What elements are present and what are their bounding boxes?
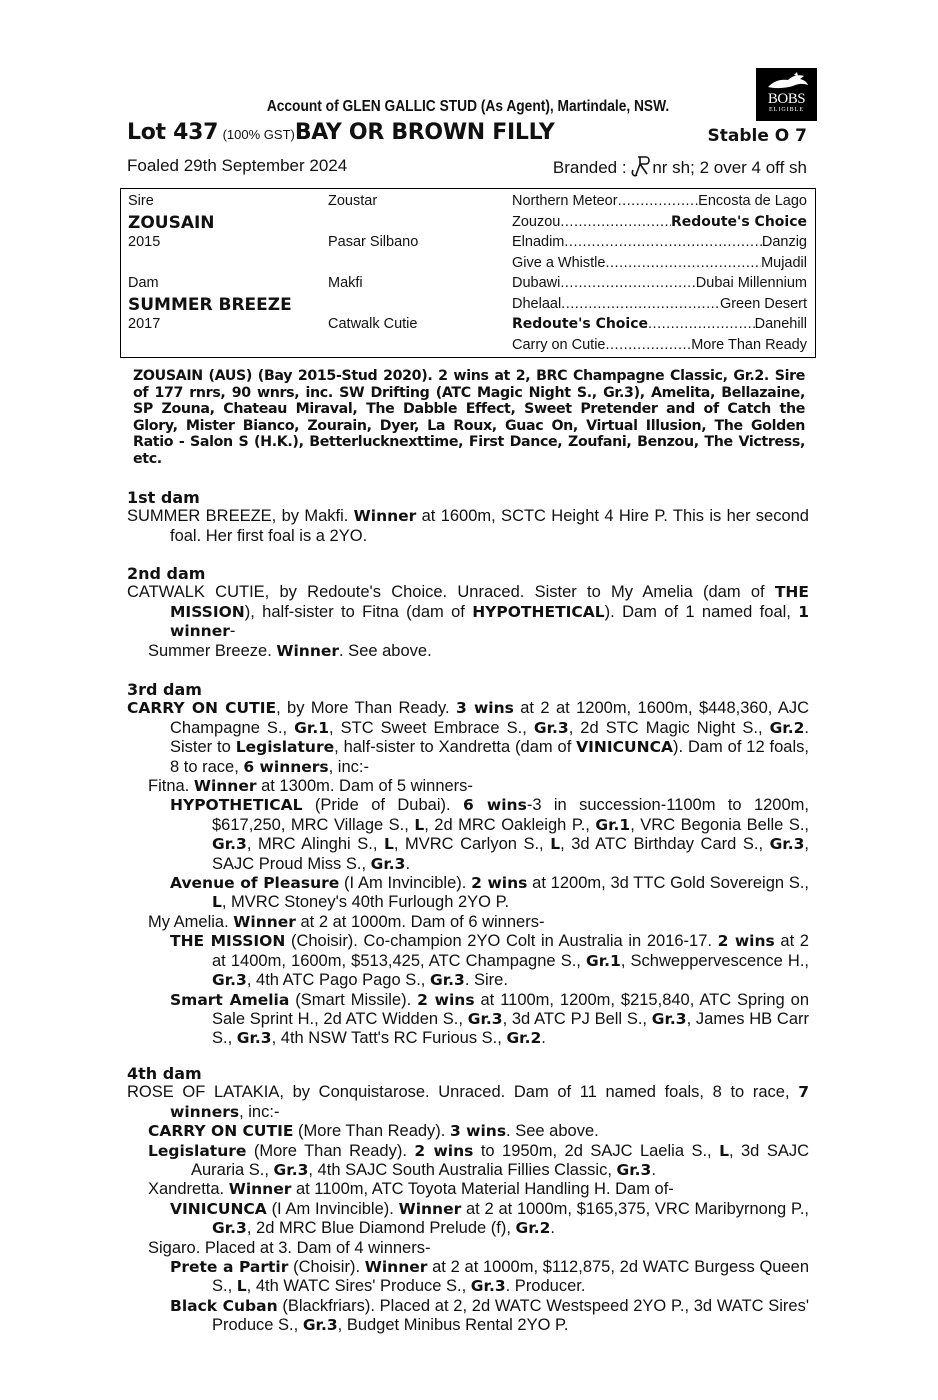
leader-dots [560,275,695,291]
text: My Amelia. [148,912,234,931]
bold-text: Winner [233,912,296,931]
text: . Producer. [505,1277,586,1296]
bold-text: 2 wins [717,932,775,951]
bold-text: 1 winner [170,602,810,641]
text: - [229,622,236,641]
bold-text: L [719,1141,729,1160]
pedigree-col2: Catwalk Cutie [328,316,418,332]
bold-text: Gr.3 [616,1161,652,1180]
bold-text: Gr.3 [302,1316,338,1335]
text: (I Am Invincible). [339,874,472,893]
pedigree-row [121,193,815,214]
text: , 2d MRC Blue Diamond Prelude (f), [246,1219,516,1238]
pedigree-row [121,255,815,276]
text: Sigaro. Placed at 3. Dam of 4 winners- [148,1238,431,1257]
leader-dots [561,296,720,312]
bold-text: L [414,815,425,834]
gst-note: (100% GST) [222,127,295,142]
text: . See above. [339,641,432,660]
bold-text: THE MISSION [170,583,809,621]
stable-location: Stable O 7 [707,126,807,146]
text: , by More Than Ready. [276,699,456,718]
lot-number: Lot 437 [127,120,219,145]
text: (Smart Missile). [289,990,418,1009]
bold-text: Legislature [148,1141,247,1160]
pedigree-row [121,337,815,358]
bold-text: Winner [398,1199,462,1218]
family-entry [127,991,809,1049]
bold-text: Gr.3 [212,1219,247,1238]
bold-text: Legislature [235,738,335,757]
text: at 2 at 1000m, $112,875, 2d WATC Burgess Queen S., [212,1258,809,1296]
logo-text: BOBS [767,91,806,107]
text: (Pride of Dubai). [302,796,463,815]
bold-text: THE MISSION [170,932,286,951]
bold-text: Gr.1 [294,718,329,737]
dam-section [127,564,809,661]
pedigree-col1: Dam [128,275,159,291]
granddam-sire: Redoute's Choice [512,316,649,332]
text: at 1100m, 1200m, $215,840, ATC Spring on Sale Sprint H., 2d ATC Widden S., [212,990,810,1028]
text: , 4th WATC Sires' Produce S., [246,1277,471,1296]
grand-sire: Redoute's Choice [670,213,807,230]
text: , 4th NSW Tatt's RC Furious S., [271,1029,507,1048]
bold-text: Gr.1 [595,815,631,834]
pedigree-grandparents [512,234,807,250]
text: . [550,1219,555,1238]
text: . [651,1161,656,1180]
bold-text: Winner [193,777,257,796]
text: . [541,1029,546,1048]
pedigree-col2: Zoustar [328,193,378,209]
foaled-date: Foaled 29th September 2024 [127,156,348,175]
bold-text: Gr.2 [769,718,805,737]
granddam-sire: Give a Whistle [512,254,606,271]
granddam-sire: Carry on Cutie [512,336,606,353]
family-entry [127,699,809,777]
vendor-account: Account of GLEN GALLIC STUD (As Agent), Martindale, NSW. [266,98,670,115]
granddam-sire: Dhelaal [512,295,562,312]
pedigree-grandparents [512,193,807,209]
bold-text: 2 wins [417,990,475,1009]
bold-text: 3 wins [455,699,514,718]
granddam-sire: Northern Meteor [512,193,618,209]
logo-subtext: ELIGIBLE [769,107,804,113]
granddam-sire: Zouzou [512,213,561,230]
family-entry [127,1142,809,1181]
pedigree-grandparents [512,275,807,291]
text: ). Dam of 12 foals, 8 to race, [170,738,809,776]
pedigree-row [121,234,815,255]
bold-text: Winner [276,641,340,660]
bold-text: HYPOTHETICAL [472,602,605,621]
leader-dots [564,234,761,250]
bold-text: Avenue of Pleasure [170,874,340,893]
branded-text: nr sh; 2 over 4 off sh [652,158,807,177]
family-entry [127,1180,809,1199]
text: at 1100m, ATC Toyota Material Handling H. Dam of- [291,1180,674,1199]
family-entry [127,642,809,661]
text: (More Than Ready). [246,1141,415,1160]
pedigree-col1: SUMMER BREEZE [128,294,292,315]
family-entry [127,796,809,874]
bold-text: 2 wins [414,1141,474,1160]
text: Xandretta. [148,1180,229,1199]
section-heading: 1st dam [127,488,200,507]
leader-dots [618,193,699,209]
pedigree-row [121,214,815,235]
text: at 2 at 1200m, 1600m, $448,360, AJC Champagne S., [170,699,810,737]
text: , SAJC Proud Miss S., [212,835,809,873]
text: , 4th SAJC South Australia Fillies Classic, [308,1161,617,1180]
bold-text: Gr.3 [470,1277,506,1296]
pedigree-row [121,316,815,337]
text: (More Than Ready). [293,1122,450,1141]
text: (I Am Invincible). [266,1199,399,1218]
grand-sire: Dubai Millennium [695,275,807,291]
family-entry [127,507,809,546]
bold-text: Gr.3 [273,1161,309,1180]
grand-sire: Encosta de Lago [698,193,807,209]
dam-section [127,488,809,546]
text: , STC Sweet Embrace S., [329,718,534,737]
family-entry [127,874,809,913]
text: at 1600m, SCTC Height 4 Hire P. This is her second foal. Her first foal is a 2YO. [170,507,809,545]
bold-text: 2 wins [471,874,528,893]
text: , MRC Alinghi S., [246,835,384,854]
bold-text: Gr.3 [651,1009,687,1028]
pedigree-grandparents [512,296,807,312]
pedigree-col1: 2015 [128,234,161,250]
text: at 2 at 1400m, 1600m, $513,425, ATC Champagne S., [212,932,809,970]
text: at 1300m. Dam of 5 winners- [256,777,473,796]
text: CATWALK CUTIE, by Redoute's Choice. Unraced. Sister to My Amelia (dam of [127,583,775,602]
branded-label: Branded : [552,158,627,177]
family-entry [127,777,809,796]
bold-text: Winner [364,1258,428,1277]
text: ). Dam of 1 named foal, [604,602,799,621]
bold-text: Gr.3 [212,971,247,990]
granddam-sire: Elnadim [512,234,565,250]
leader-dots [648,316,755,332]
bold-text: Gr.3 [769,835,805,854]
bold-text: 6 winners [243,757,329,776]
bold-text: Gr.3 [212,835,247,854]
family-entry [127,1297,809,1336]
pedigree-row [121,275,815,296]
bold-text: L [550,835,561,854]
bold-text: Gr.2 [506,1029,542,1048]
bold-text: VINICUNCA [170,1199,267,1218]
text: , 3d ATC PJ Bell S., [502,1009,652,1028]
dam-section [127,1064,809,1336]
text: , VRC Begonia Belle S., [630,815,809,834]
family-entry [127,1239,809,1258]
text: . Sister to [170,718,809,757]
bold-text: Smart Amelia [170,990,290,1009]
text: (Choisir). Co-champion 2YO Colt in Australia in 2016-17. [285,932,718,951]
horse-description: BAY OR BROWN FILLY [294,120,555,145]
bold-text: Gr.1 [586,951,621,970]
pedigree-table [120,188,816,358]
bold-text: Gr.3 [467,1009,503,1028]
leader-dots [605,255,761,271]
text: , inc:- [328,757,369,776]
bold-text: Black Cuban [170,1296,278,1315]
bold-text: Gr.3 [429,971,465,990]
grand-sire: Mujadil [761,254,807,271]
text: to 1950m, 2d SAJC Laelia S., [473,1141,720,1160]
pedigree-col1: Sire [128,193,154,209]
bold-text: L [236,1277,247,1296]
text: ), half-sister to Fitna (dam of [244,602,473,621]
sire-summary: ZOUSAIN (AUS) (Bay 2015-Stud 2020). 2 wins at 2, BRC Champagne Classic, Gr.2. Sire of 177 rnrs, 90 wnrs, inc. SW Drifting (ATC Magic Night S., Gr.3), Amelita, Bellazaine, SP Zouna, Chateau Miraval, The Dabble Effect, Sweet Pretender and of Catch the Glory, Mister Bianco, Zourain, Dyer, La Roux, Guac On, Virtual Illusion, The Golden Ratio - Salon S (H.K.), Betterlucknexttime, First Dance, Zoufani, Benzou, The Victress, etc. [133,368,805,467]
text: , MVRC Stoney's 40th Furlough 2YO P. [221,893,510,912]
pedigree-grandparents [512,255,807,271]
bold-text: Winner [228,1180,292,1199]
section-heading: 4th dam [127,1064,202,1083]
family-entry [127,1122,809,1141]
text: at 2 at 1000m. Dam of 6 winners- [295,912,545,931]
foaling-info [127,156,807,176]
lot-header [127,120,807,150]
text: Fitna. [148,777,194,796]
text: -3 in succession-1100m to 1200m, $617,250, MRC Village S., [212,796,809,834]
family-entry [127,932,809,990]
text: . [405,854,411,873]
family-entry [127,913,809,932]
bold-text: L [383,835,394,854]
text: , 3d ATC Birthday Card S., [560,835,770,854]
text: , Budget Minibus Rental 2YO P. [337,1316,569,1335]
bold-text: 6 wins [462,796,527,815]
bold-text: Gr.2 [515,1219,551,1238]
grand-sire: Danehill [754,316,807,332]
section-heading: 3rd dam [127,680,202,699]
text: ROSE OF LATAKIA, by Conquistarose. Unraced. Dam of 11 named foals, 8 to race, [127,1083,799,1102]
text: , MVRC Carlyon S., [393,835,551,854]
leader-dots [605,337,691,353]
horse-head-icon [764,72,810,92]
text: , inc:- [239,1102,280,1121]
bold-text: Prete a Partir [170,1258,289,1277]
text: , 2d STC Magic Night S., [568,718,770,737]
section-heading: 2nd dam [127,564,206,583]
brand-info [553,156,807,178]
bold-text: Gr.3 [236,1029,272,1048]
grand-sire: More Than Ready [691,336,807,353]
text: , 2d MRC Oakleigh P., [424,815,596,834]
pedigree-grandparents [512,316,807,332]
bold-text: 3 wins [449,1122,507,1141]
brand-mark-icon [631,156,651,178]
bold-text: L [212,893,222,912]
leader-dots [560,214,671,230]
text: (Choisir). [288,1258,365,1277]
granddam-sire: Dubawi [512,275,561,291]
bold-text: 7 winners [170,1083,809,1121]
bold-text: Gr.3 [533,718,569,737]
family-entry [127,583,809,641]
bold-text: HYPOTHETICAL [170,796,303,815]
bold-text: VINICUNCA [576,738,673,757]
pedigree-row [121,296,815,317]
bold-text: CARRY ON CUTIE [148,1122,294,1141]
text: , 3d SAJC Auraria S., [191,1141,809,1180]
text: , 4th ATC Pago Pago S., [246,971,430,990]
pedigree-grandparents [512,214,807,230]
family-entry [127,1200,809,1239]
pedigree-grandparents [512,337,807,353]
pedigree-col2: Pasar Silbano [328,234,419,250]
dam-section [127,680,809,1049]
text: (Blackfriars). Placed at 2, 2d WATC Westspeed 2YO P., 3d WATC Sires' Produce S., [212,1296,810,1335]
bold-text: CARRY ON CUTIE [127,699,277,718]
text: . Sire. [464,971,508,990]
text: Summer Breeze. [148,641,277,660]
family-entry [127,1083,809,1122]
pedigree-col1: 2017 [128,316,161,332]
bold-text: Gr.3 [370,854,406,873]
text: . See above. [506,1122,599,1141]
text: at 1200m, 3d TTC Gold Sovereign S., [527,874,810,893]
pedigree-col2: Makfi [328,275,363,291]
text: , Schweppervescence H., [620,951,810,970]
text: SUMMER BREEZE, by Makfi. [127,507,354,526]
pedigree-col1: ZOUSAIN [128,212,215,233]
bold-text: Winner [353,507,417,526]
text: , James HB Carr S., [212,1009,809,1048]
grand-sire: Danzig [761,234,807,250]
grand-sire: Green Desert [719,295,807,312]
text: , half-sister to Xandretta (dam of [334,738,577,757]
text: at 2 at 1000m, $165,375, VRC Maribyrnong P., [461,1199,809,1218]
family-entry [127,1258,809,1297]
